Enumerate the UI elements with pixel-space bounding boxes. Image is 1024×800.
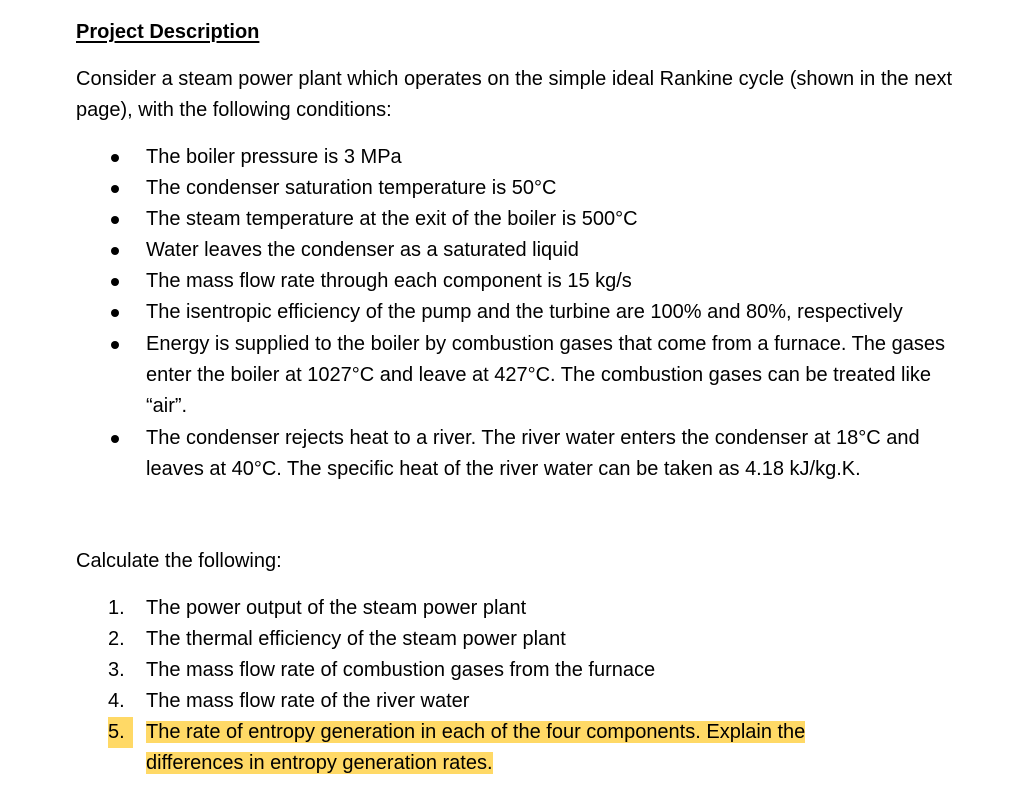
list-item [76, 655, 976, 686]
task-text: The power output of the steam power plant [146, 597, 527, 619]
list-item [76, 142, 976, 173]
task-text: The mass flow rate of combustion gases from the furnace [146, 659, 656, 681]
list-item [76, 329, 946, 422]
list-number: 2. [108, 628, 125, 650]
intro-paragraph: Consider a steam power plant which operates on the simple ideal Rankine cycle (shown in the next page), with the following conditions: [76, 68, 953, 121]
list-item [76, 593, 976, 624]
bullet-icon [111, 247, 119, 255]
condition-text: The steam temperature at the exit of the boiler is 500°C [146, 208, 638, 230]
list-item [76, 297, 926, 328]
list-item [76, 624, 976, 655]
highlighted-list-item [76, 717, 906, 779]
list-number: 3. [108, 659, 125, 681]
list-item [76, 423, 956, 485]
list-item [76, 266, 976, 297]
bullet-icon [111, 216, 119, 224]
calculate-heading: Calculate the following: [76, 550, 282, 572]
condition-text: The boiler pressure is 3 MPa [146, 146, 402, 168]
bullet-icon [111, 154, 119, 162]
list-number: 5. [108, 717, 133, 748]
condition-text: Water leaves the condenser as a saturated liquid [146, 239, 579, 261]
conditions-list [76, 142, 976, 485]
task-text: The mass flow rate of the river water [146, 690, 470, 712]
list-item [76, 173, 976, 204]
list-item [76, 204, 976, 235]
task-text: The rate of entropy generation in each of the four components. Explain the differences in entropy generation rates. [146, 721, 806, 774]
page-title: Project Description [76, 21, 260, 43]
condition-text: The condenser saturation temperature is 50°C [146, 177, 557, 199]
condition-text: The mass flow rate through each component is 15 kg/s [146, 270, 632, 292]
list-item [76, 235, 976, 266]
list-number: 4. [108, 690, 125, 712]
bullet-icon [111, 341, 119, 349]
bullet-icon [111, 435, 119, 443]
task-text: The thermal efficiency of the steam power plant [146, 628, 566, 650]
bullet-icon [111, 309, 119, 317]
condition-text: The condenser rejects heat to a river. The river water enters the condenser at 18°C and leaves at 40°C. The specific heat of the river water can be taken as 4.18 kJ/kg.K. [146, 427, 920, 480]
list-number: 1. [108, 597, 125, 619]
tasks-list [76, 593, 976, 779]
condition-text: The isentropic efficiency of the pump and the turbine are 100% and 80%, respectively [146, 301, 903, 323]
bullet-icon [111, 278, 119, 286]
condition-text: Energy is supplied to the boiler by combustion gases that come from a furnace. The gases enter the boiler at 1027°C and leave at 427°C. The combustion gases can be treated like “air”. [146, 333, 945, 417]
bullet-icon [111, 185, 119, 193]
list-item [76, 686, 976, 717]
